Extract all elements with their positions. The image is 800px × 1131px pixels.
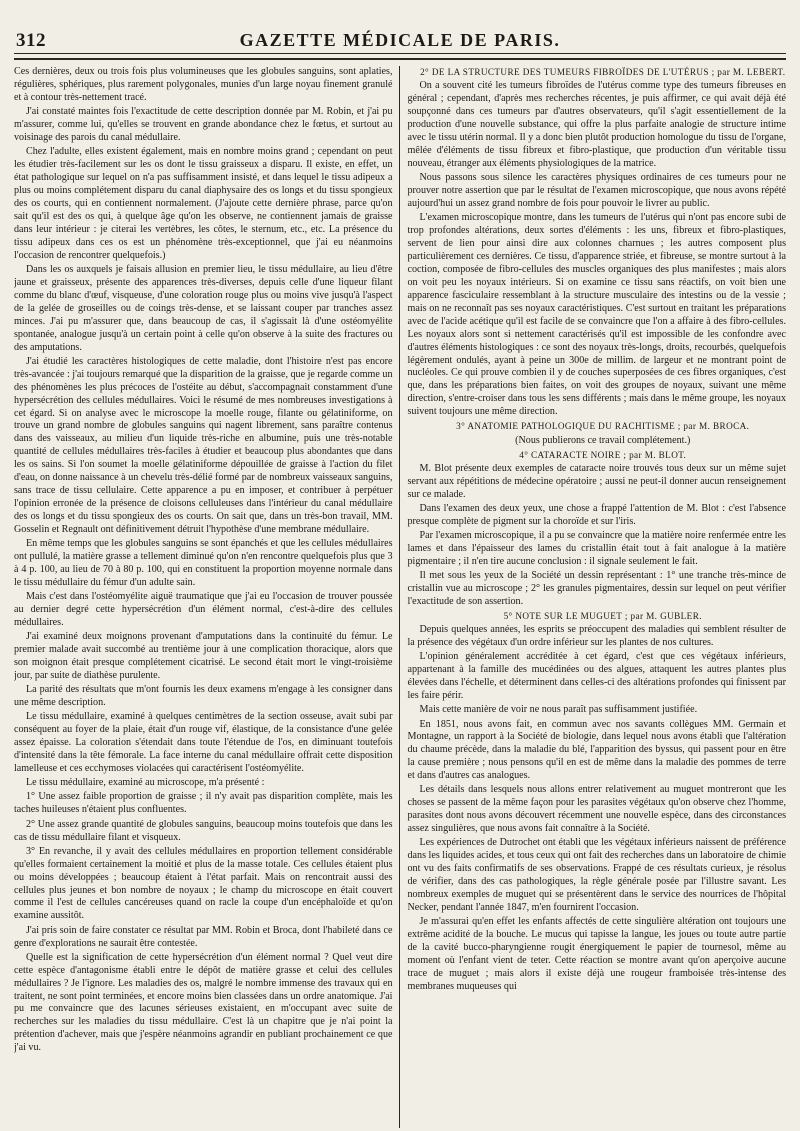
- paragraph: Les expériences de Dutrochet ont établi que les végétaux inférieurs naissent de préférence dans les liquides acides, et tous ceux qui ont fait des recherches dans un laboratoire de chimie ont vu des faits confirmatifs de ses observations. Frappé de ces résultats curieux, je résolus de vérifier, dans des cas pathologiques, la règle générale posée par l'illustre savant. Les nombreux exemples de muguet qui se présentèrent dans le service des nourrices de l'hôpital Necker, pendant l'année 1847, m'en fournirent l'occasion.: [407, 837, 786, 914]
- paragraph: M. Blot présente deux exemples de cataracte noire trouvés tous deux sur un même sujet servant aux répétitions de médecine opératoire ; aussi ne peut-il donner aucun renseignement sur ce malade.: [407, 462, 786, 500]
- paragraph: Mais c'est dans l'ostéomyélite aiguë traumatique que j'ai eu l'occasion de trouver poussée au dernier degré cette hypersécrétion d'un élément normal, c'est-à-dire des cellules médullaires.: [14, 591, 393, 629]
- header-rule: [14, 53, 786, 54]
- paragraph: Je m'assurai qu'en effet les enfants affectés de cette singulière altération ont toujours une extrême acidité de la bouche. Le mucus qui tapisse la langue, les joues ou toute autre partie de la cavité bucco-pharyngienne rougit énergiquement le papier de tournesol, même au moment où l'enfant vient de teter. Cette réaction se montre avant qu'on aperçoive aucune trace de muguet ; mais alors il existe déjà une rougeur framboisée très-intense des membranes muqueuses qui: [407, 916, 786, 993]
- editorial-note: (Nous publierons ce travail complétement.): [515, 434, 691, 446]
- list-item: 3° En revanche, il y avait des cellules médullaires en proportion tellement considérable qu'elles formaient certainement la moitié et plus de la masse totale. Ces cellules étaient plus ou moins développées ; beaucoup étaient à l'état parfait. Mais on rencontrait aussi des cellules plus jeunes et bon nombre de noyaux ; le champ du microscope en était couvert comme il l'est de cellules cancéreuses quand on racle la coupe d'un encéphaloïde et qu'on examine aussitôt.: [14, 845, 393, 922]
- left-column: [14, 66, 399, 1128]
- paragraph: Le tissu médullaire, examiné à quelques centimètres de la section osseuse, avait subi par conséquent au foyer de la plaie, était d'un rouge vif, élastique, de la consistance d'une gelée assez épaisse. La coloration s'étendait dans toute l'étendue de l'os, en diminuant toutefois d'intensité dans la tête fémorale. La face interne du canal médullaire offrait cette disposition lamelleuse et ces ecchymoses violacées qui caractérisent l'ostéomyélite.: [14, 711, 393, 775]
- paragraph: En 1851, nous avons fait, en commun avec nos savants collègues MM. Germain et Montagne, un rapport à la Société de biologie, dans lequel nous avons établi que l'altération du chaume précède, dans la maladie du blé, l'apparition des byssus, qui passent pour en être la cause première ; nous pensons qu'il en est de même dans la maladie des pommes de terre et dans d'autres cas analogues.: [407, 718, 786, 782]
- article-columns: [14, 66, 786, 1128]
- paragraph: Ces dernières, deux ou trois fois plus volumineuses que les globules sanguins, sont aplaties, régulières, sphériques, plus rarement polygonales, munies d'un large noyau finement granulé et à contour très-nettement tracé.: [14, 66, 393, 103]
- section-title-lebert: 2° DE LA STRUCTURE DES TUMEURS FIBROÏDES DE L'UTÉRUS ; par M. LEBERT.: [420, 67, 786, 77]
- page-number: 312: [16, 30, 46, 51]
- paragraph: Il met sous les yeux de la Société un dessin représentant : 1° une tranche très-mince de cristallin vue au microscope ; 2° les granules pigmentaires, dessin sur lequel on peut vérifier l'exactitude de son assertion.: [407, 570, 786, 607]
- paragraph: Nous passons sous silence les caractères physiques ordinaires de ces tumeurs pour ne prouver notre assertion que par le résultat de l'examen microscopique, que nous avons répété aujourd'hui un assez grand nombre de fois pour pouvoir le livrer au public.: [407, 172, 786, 209]
- paragraph: L'examen microscopique montre, dans les tumeurs de l'utérus qui n'ont pas encore subi de trop profondes altérations, deux sortes d'éléments : les uns, fibreux et fibro-plastiques, servent de lien pour ainsi dire aux colonnes charnues ; les autres composent plus particulièrement ces dernières. Ce tissu, d'apparence striée, et fibreuse, se montre surtout à la coction, composée de fibro-cellules des muscles organiques des plus manifestes ; mais alors on voit peu les noyaux intérieurs. Si on examine ce tissu sans réactifs, on voit bien une apparence fasciculaire ressemblant à la structure musculaire des intestins ou de la vessie ; mais on ne reconnaît pas ses noyaux caractéristiques. C'est surtout en traitant les préparations avec de l'acide acétique qu'il est facile de se convaincre que l'on a affaire à des fibro-cellules. Les noyaux alors sont si nettement caractérisés qu'il est impossible de les confondre avec d'autres éléments histologiques : ce sont des noyaux très-longs, droits, recourbés, quelquefois légèrement ondulés, ayant à peine un 300e de millim. de largeur et ne montrant point de nucléoles. Ce qui prouve combien il y de couches superposées de ces fibres organiques, c'est que, dans les préparations bien faites, on voit des groupes de noyaux, suivant une même direction, s'entre-croiser dans tous les sens différents ; mais dans le même groupe, les noyaux suivent toujours une même direction.: [407, 212, 786, 418]
- page-header: [14, 22, 786, 60]
- journal-title: GAZETTE MÉDICALE DE PARIS.: [239, 30, 561, 50]
- paragraph: Chez l'adulte, elles existent également, mais en nombre moins grand ; cependant on peut les étudier très-facilement sur les os dont le tissu graisseux a disparu. Il existe, en effet, un état pathologique sur lequel on n'a pas suffisamment insisté, et dans lequel le tissu adipeux a plus ou moins complétement disparu du canal diaphysaire des os longs et du tissu spongieux des os courts, qui en contiennent normalement. (J'ajoute cette dernière phrase, parce qu'on sait qu'il est des os qui, à quelque âge qu'on les observe, ne contiennent jamais de graisse dans leur intérieur : je citerai les vertèbres, les côtes, le sternum, etc., etc. La présence du tissu adipeux dans ces os est un phénomène très-exceptionnel, que j'ai eu néanmoins l'occasion de rencontrer quelquefois.): [14, 146, 393, 261]
- paragraph: J'ai examiné deux moignons provenant d'amputations dans la continuité du fémur. Le premier malade avait succombé au trentième jour à une complication thoracique, alors que son moignon était presque complétement cicatrisé. Le second était mort le vingt-troisième jour, par suite de diathèse purulente.: [14, 631, 393, 682]
- paragraph: Quelle est la signification de cette hypersécrétion d'un élément normal ? Quel veut dire cette espèce d'antagonisme établi entre le dépôt de matière grasse et celui des cellules médullaires ? Je l'ignore. Les maladies des os, malgré le nombre immense des travaux qui en traitent, ne sont point terminées, et encore moins bien classées dans un ordre anatomique. J'ai pu me convaincre que des lacunes sérieuses existaient, en m'occupant avec suite de recherches sur les maladies du tissu médullaire. C'est là un chapitre que je n'ai point la prétention d'achever, mais que j'espère néanmoins agrandir en publiant prochainement ce que j'ai vu.: [14, 951, 393, 1054]
- section-title-broca: 3° ANATOMIE PATHOLOGIQUE DU RACHITISME ; par M. BROCA.: [456, 421, 750, 432]
- paragraph: Le tissu médullaire, examiné au microscope, m'a présenté :: [26, 777, 265, 789]
- paragraph: J'ai constaté maintes fois l'exactitude de cette description donnée par M. Robin, et j'ai pu m'assurer, comme lui, qu'elles se trouvent en grande abondance chez le fœtus, et surtout au voisinage des parois du canal médullaire.: [14, 106, 393, 143]
- list-item: 1° Une assez faible proportion de graisse ; il n'y avait pas disparition complète, mais les taches huileuses n'étaient plus confluentes.: [14, 791, 393, 816]
- paragraph: Mais cette manière de voir ne nous paraît pas suffisamment justifiée.: [419, 704, 698, 716]
- paragraph: Dans les os auxquels je faisais allusion en premier lieu, le tissu médullaire, au lieu d'être jaune et graisseux, présente des apparences très-diverses, depuis celle d'une liqueur filant comme du blanc d'œuf, visqueuse, d'une coloration rouge plus ou moins vive jusqu'à l'aspect de la gelée de groseilles ou de coings très-dense, et se laissant couper par tranches assez minces. J'ai pu m'assurer que, dans beaucoup de cas, il s'agissait là d'une ostéomyélite spontanée, analogue jusqu'à un certain point à celle qu'on observe à la suite des fractures ou des amputations.: [14, 263, 393, 353]
- paragraph: Par l'examen microscopique, il a pu se convaincre que la matière noire renfermée entre les lames et dans l'épaisseur des lames du cristallin était tout à fait analogue à la matière pigmentaire ; il n'en tire aucune conclusion : il signale seulement le fait.: [407, 530, 786, 567]
- paragraph: On a souvent cité les tumeurs fibroïdes de l'utérus comme type des tumeurs fibreuses en général ; cependant, d'après mes recherches récentes, je puis affirmer, ce qui avait déjà été soupçonné dans ces tumeurs par d'autres observateurs, qu'il s'agit essentiellement de la production d'une nouvelle substance, qui offre la plus parfaite analogie de structure intime avec le tissu utérin normal. Il y a donc bien plutôt production homologue du tissu de l'organe, mêlée d'éléments de tissu fibreux et fibro-plastique, que production d'un véritable tissu nouveau, étranger aux éléments physiologiques de la matrice.: [407, 80, 786, 169]
- paragraph: Dans l'examen des deux yeux, une chose a frappé l'attention de M. Blot : c'est l'absence presque complète de pigment sur la choroïde et sur l'iris.: [407, 502, 786, 527]
- paragraph: Les détails dans lesquels nous allons entrer relativement au muguet montreront que les choses se passent de la même façon pour les parasites végétaux qu'on observe chez l'homme, parasites dont nous avons découvert récemment une nouvelle espèce, dans des circonstances assez singulières, que nous avons fait connaître à la Société.: [407, 784, 786, 835]
- list-item: 2° Une assez grande quantité de globules sanguins, beaucoup moins toutefois que dans les cas de tissu médullaire filant et visqueux.: [14, 818, 393, 843]
- paragraph: J'ai pris soin de faire constater ce résultat par MM. Robin et Broca, dont l'habileté dans ce genre d'explorations ne saurait être contestée.: [14, 924, 393, 949]
- paragraph: J'ai étudié les caractères histologiques de cette maladie, dont l'histoire n'est pas encore très-avancée : j'ai toujours remarqué que la disparition de la graisse, que je regarde comme un des phénomènes les plus précoces de l'ostéite au début, s'accompagnait constamment d'une hypersécrétion des cellules médullaires. Voici le résumé de mes nombreuses investigations à cet égard. Si on analyse avec le microscope la moelle rouge, filante ou gélatiniforme, on trouve un grand nombre de globules sanguins qui nagent librement, sans paraître contenus dans des vaisseaux, au milieu d'un liquide très-riche en albumine, puis une très-notable quantité de cellules médullaires très-faciles à étudier et beaucoup plus abondantes que dans les os sains. Si l'on soumet la moelle gélatiniforme dépouillée de graisse à l'action du filet d'eau, on donne naissance à un chevelu très-délié formé par de nombreux vaisseaux sanguins, sans trace de tissu cellulaire. Cette apparence a pu en imposer, et contribuer à perpétuer l'opinion erronée de la présence de cloisons celluleuses dans l'intérieur du canal médullaire des os longs et du tissu spongieux des os courts. On sait que, dans un très-bon travail, MM. Gosselin et Regnault ont définitivement détruit l'hypothèse d'une membrane médullaire.: [14, 355, 393, 536]
- paragraph: En même temps que les globules sanguins se sont épanchés et que les cellules médullaires ont pullulé, la matière grasse a tellement diminué qu'on n'en rencontre quelquefois plus que 3 à 4 p. 100, au lieu de 70 à 80 p. 100, qui en constituent la proportion moyenne normale dans le tissu médullaire du fémur d'un adulte sain.: [14, 538, 393, 589]
- section-title-blot: 4° CATARACTE NOIRE ; par M. BLOT.: [519, 449, 687, 460]
- right-column: [399, 66, 787, 1128]
- paragraph: L'opinion généralement accréditée à cet égard, c'est que ces végétaux inférieurs, appartenant à la famille des mucédinées ou des algues, attaquent les autres plantes plus élevées dans l'échelle, et déterminent dans celles-ci des altérations profondes qui finissent par les faire périr.: [407, 651, 786, 702]
- section-title-gubler: 5° NOTE SUR LE MUGUET ; par M. GUBLER.: [503, 611, 702, 622]
- paragraph: La parité des résultats que m'ont fournis les deux examens m'engage à les consigner dans une même description.: [14, 684, 393, 709]
- paragraph: Depuis quelques années, les esprits se préoccupent des maladies qui semblent résulter de la présence des végétaux d'un ordre inférieur sur les plantes de nos cultures.: [407, 624, 786, 649]
